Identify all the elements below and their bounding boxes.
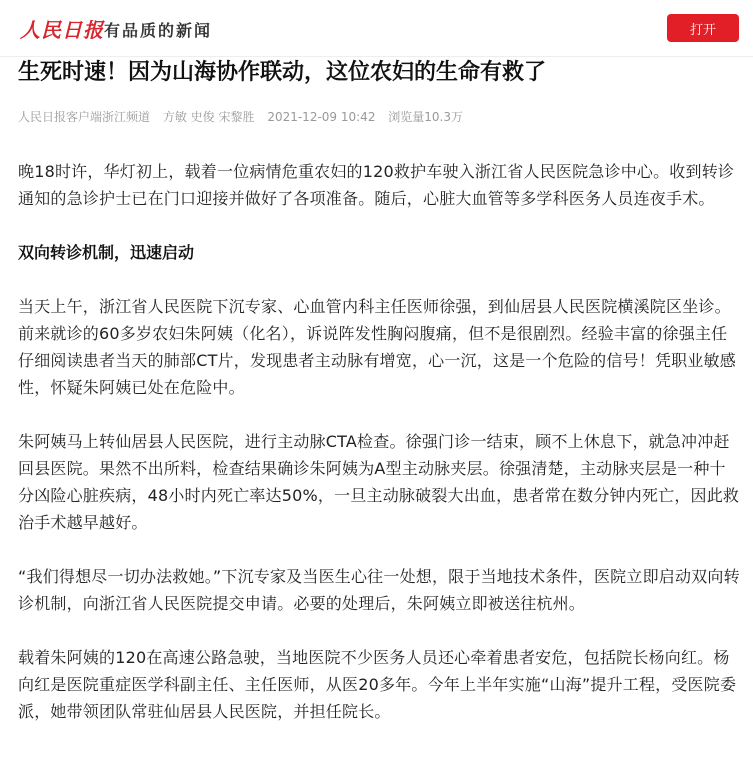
slogan: 有品质的新闻 — [104, 21, 213, 40]
paragraph: “我们得想尽一切办法救她。”下沉专家及当医生心往一处想，限于当地技术条件，医院立即启动双向转诊机制，向浙江省人民医院提交申请。必要的处理后，朱阿姨立即被送往杭州。 — [18, 567, 740, 613]
top-bar — [0, 0, 753, 57]
section-heading: 双向转诊机制，迅速启动 — [18, 243, 195, 262]
article-title: 生死时速！因为山海协作联动，这位农妇的生命有救了 — [18, 60, 547, 85]
meta-authors: 方敏 史俊 宋黎胜 — [162, 110, 255, 124]
article-meta — [18, 108, 472, 125]
paragraph: 当天上午，浙江省人民医院下沉专家、心血管内科主任医师徐强，到仙居县人民医院横溪院区坐诊。前来就诊的60多岁农妇朱阿姨（化名），诉说阵发性胸闷腹痛，但不是很剧烈。经验丰富的徐强主任仔细阅读患者当天的肺部CT片，发现患者主动脉有增宽，心一沉，这是一个危险的信号！凭职业敏感性，怀疑朱阿姨已处在危险中。 — [18, 297, 736, 397]
article-body — [18, 158, 740, 752]
paragraph: 朱阿姨马上转仙居县人民医院，进行主动脉CTA检查。徐强门诊一结束，顾不上休息下，就急冲冲赶回县医院。果然不出所料，检查结果确诊朱阿姨为A型主动脉夹层。徐强清楚，主动脉夹层是一种十分凶险心脏疾病，48小时内死亡率达50%，一旦主动脉破裂大出血，患者常在数分钟内死亡，因此救治手术越早越好。 — [18, 432, 740, 532]
paragraph: 晚18时许，华灯初上，载着一位病情危重农妇的120救护车驶入浙江省人民医院急诊中心。收到转诊通知的急诊护士已在门口迎接并做好了各项准备。随后，心脏大血管等多学科医务人员连夜手术。 — [18, 162, 735, 208]
open-app-button[interactable]: 打开 — [667, 14, 739, 42]
meta-views: 浏览量10.3万 — [388, 110, 464, 124]
meta-datetime: 2021-12-09 10:42 — [267, 110, 376, 124]
meta-source[interactable]: 人民日报客户端浙江频道 — [18, 110, 151, 124]
paragraph: 载着朱阿姨的120在高速公路急驶，当地医院不少医务人员还心牵着患者安危，包括院长杨向红。杨向红是医院重症医学科副主任、主任医师，从医20多年。今年上半年实施“山海”提升工程，受医院委派，她带领团队常驻仙居县人民医院，并担任院长。 — [18, 648, 737, 721]
logo[interactable]: 人民日报 — [20, 18, 104, 42]
